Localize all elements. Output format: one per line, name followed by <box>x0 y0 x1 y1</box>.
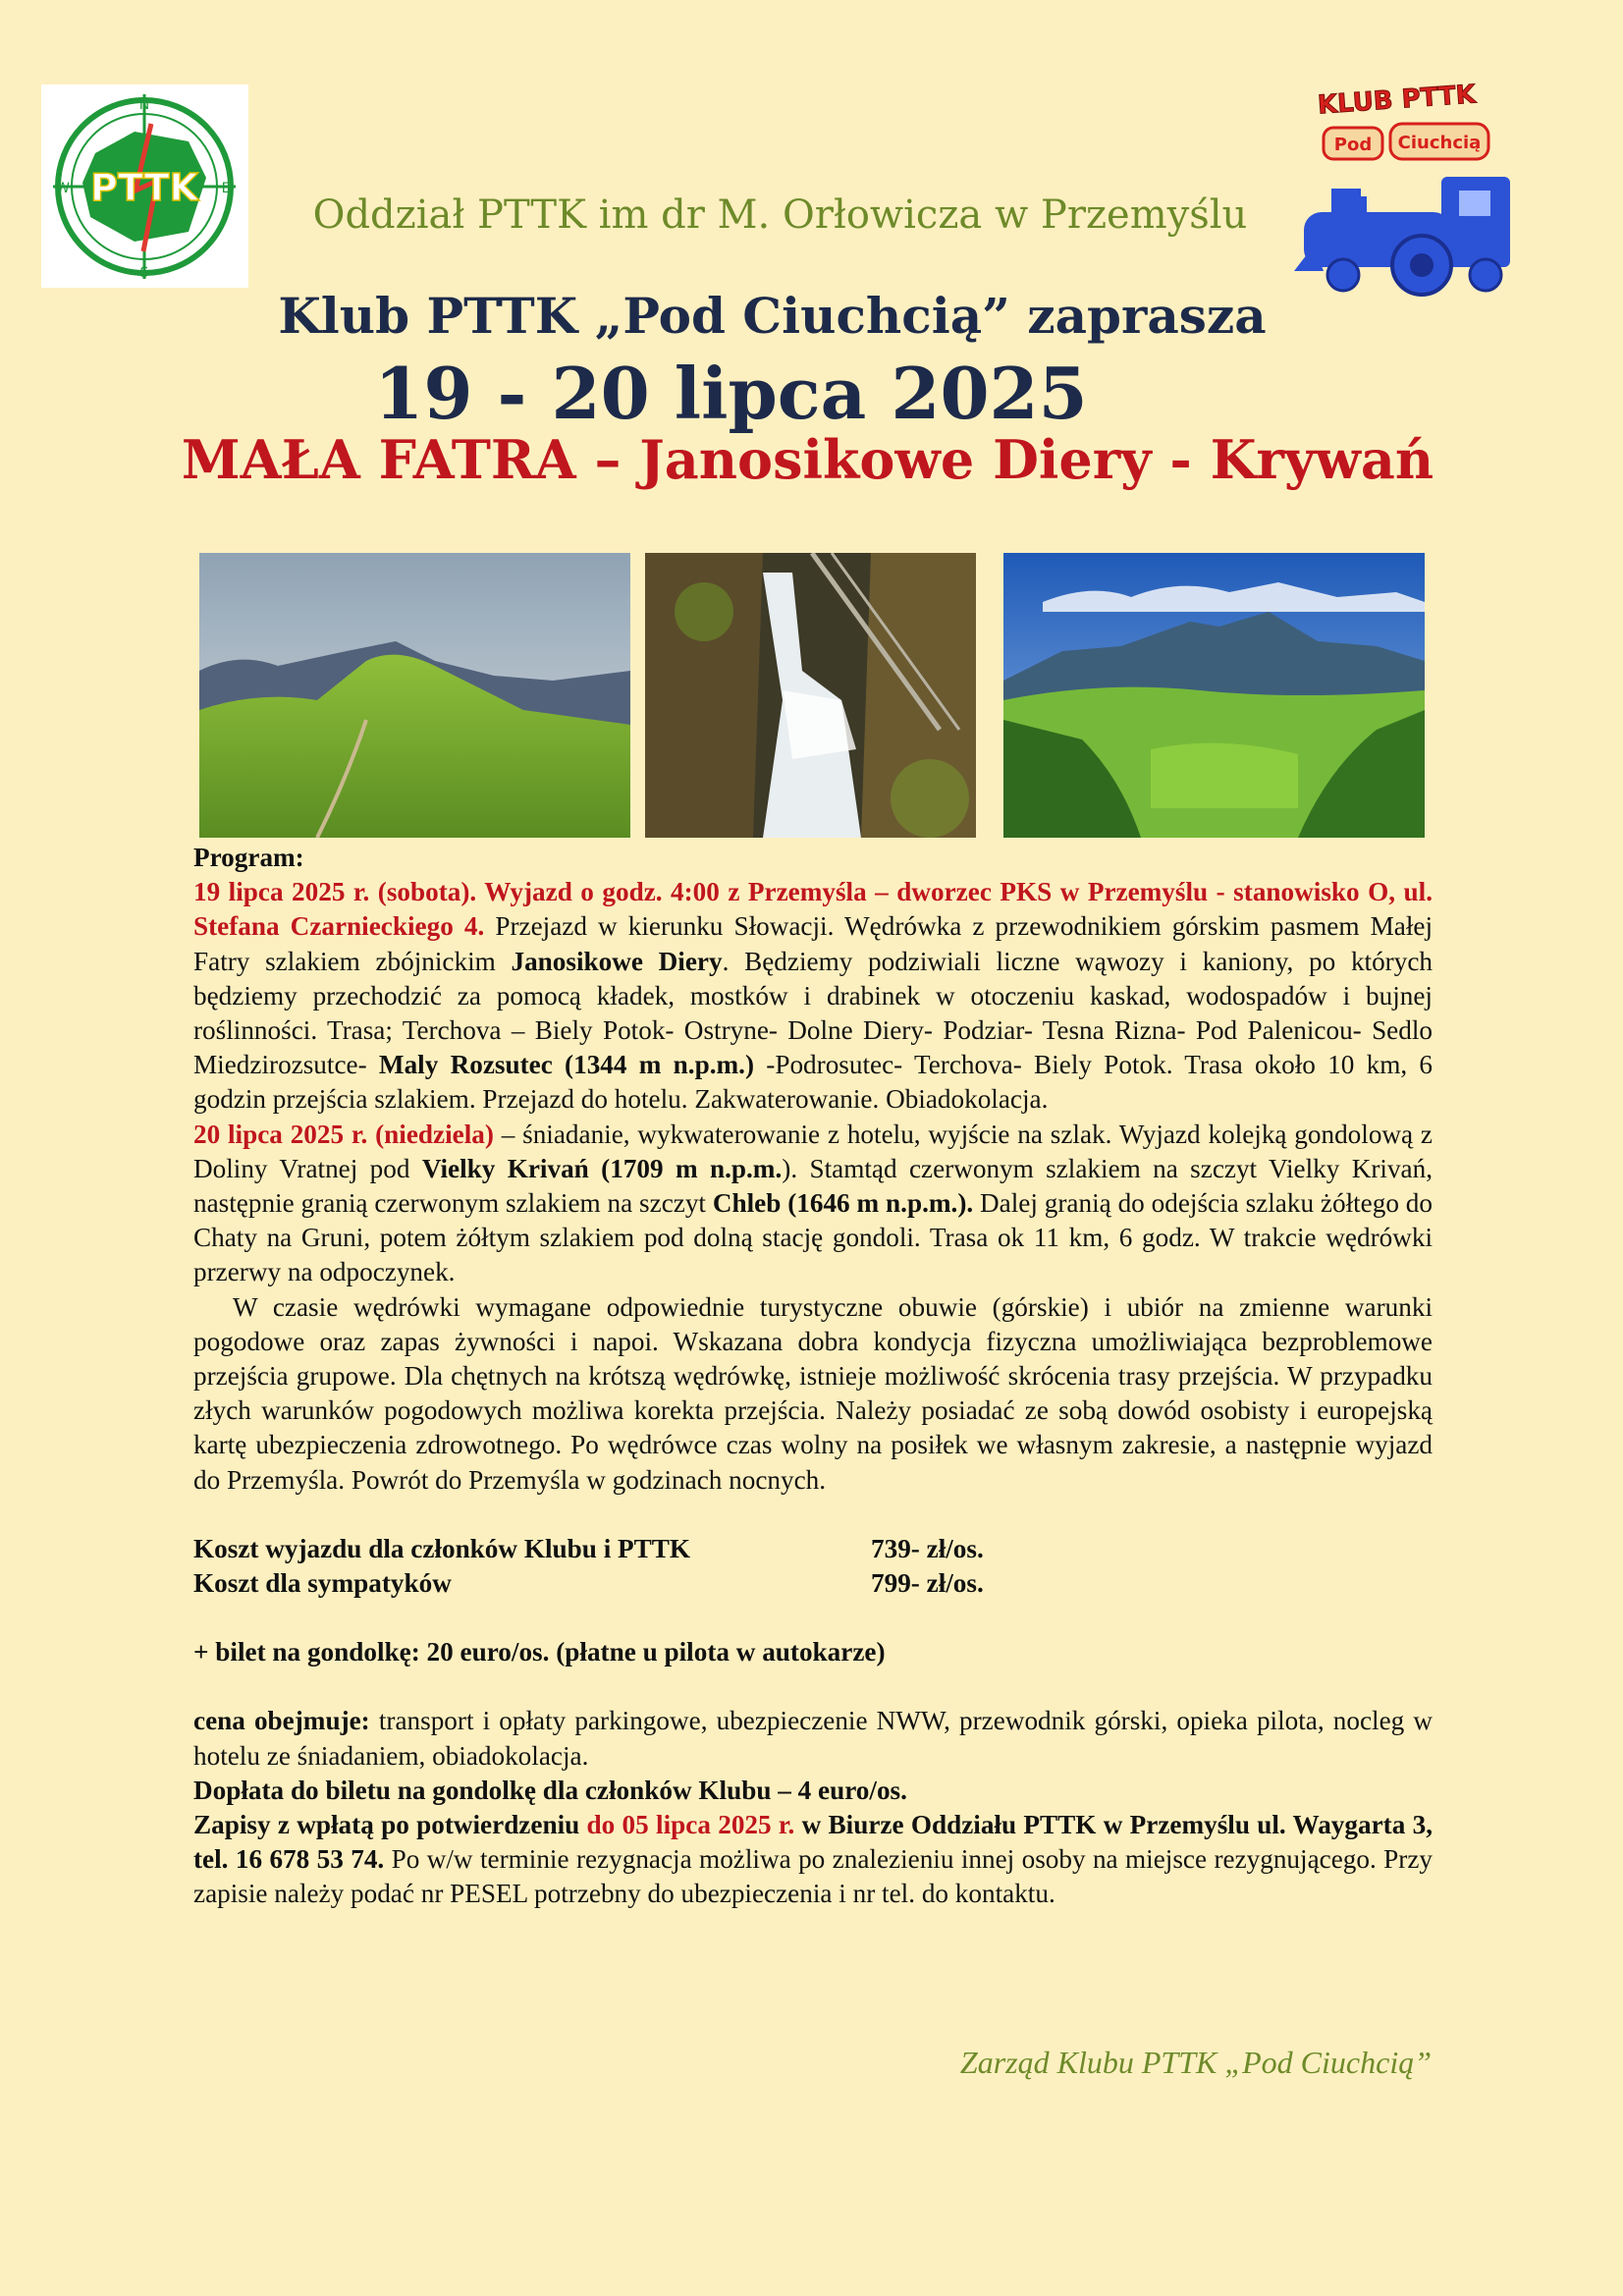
trip-notes: W czasie wędrówki wymagane odpowiednie turystyczne obuwie (górskie) i ubiór na zmienne warunki pogodowe oraz zapas żywności i napoi. Wskazana dobra kondycja fizyczna umożliwiająca bezproblemowe przejścia grupowe. Dla chętnych na krótszą wędrówkę, istnieje możliwość skrócenia trasy przejścia. W przypadku złych warunków pogodowych możliwa korekta przejścia. Należy posiadać ze sobą dowód osobisty i europejską kartę ubezpieczenia zdrowotnego. Po wędrówce czas wolny na posiłek we własnym zakresie, a następnie wyjazd do Przemyśla. Powrót do Przemyśla w godzinach nocnych. <box>193 1291 1433 1495</box>
trip-title: MAŁA FATRA – Janosikowe Diery - Krywań <box>181 428 1434 491</box>
signature: Zarząd Klubu PTTK „Pod Ciuchcią” <box>959 2045 1432 2080</box>
day1-description: 19 lipca 2025 r. (sobota). Wyjazd o godz. 4:00 z Przemyśla – dworzec PKS w Przemyślu - stanowisko O, ul. Stefana Czarnieckiego 4. Przejazd w kierunku Słowacji. Wędrówka z przewodnikiem górskim pasmem Małej Fatry szlakiem zbójnickim Janosikowe Diery. Będziemy podziwiali liczne wąwozy i kaniony, po których będziemy przechodzić za pomocą kładek, mostków i drabinek w otoczeniu kaskad, wodospadów i bujnej roślinności. Trasa; Terchova – Biely Potok- Ostryne- Dolne Diery- Podziar- Tesna Rizna- Pod Palenicou- Sedlo Miedzirozsutce- Maly Rozsutec (1344 m n.p.m.) -Podrosutec- Terchova- Biely Potok. Trasa około 10 km, 6 godzin przejścia szlakiem. Przejazd do hotelu. Zakwaterowanie. Obiadokolacja. <box>193 877 1434 1115</box>
svg-text:Ciuchcią: Ciuchcią <box>1397 133 1482 153</box>
mountain-valley-photo <box>1003 553 1425 838</box>
klub-ciuchcia-logo <box>1274 79 1530 304</box>
svg-text:W: W <box>56 181 70 196</box>
cost-row-sympathizers: Koszt dla sympatyków 799- zł/os. <box>193 1568 984 1599</box>
cost-row-members: Koszt wyjazdu dla członków Klubu i PTTK 739- zł/os. <box>193 1533 984 1563</box>
gondola-surcharge: Dopłata do biletu na gondolkę dla członków Klubu – 4 euro/os. <box>193 1775 907 1805</box>
day2-description: 20 lipca 2025 r. (niedziela) – śniadanie, wykwaterowanie z hotelu, wyjście na szlak. Wyjazd kolejką gondolową z Doliny Vratnej pod Vielky Krivań (1709 m n.p.m.). Stamtąd czerwonym szlakiem na szczyt Vielky Krivań, następnie granią czerwonym szlakiem na szczyt Chleb (1646 m n.p.m.). Dalej granią do odejścia szlaku żółtego do Chaty na Gruni, potem żółtym szlakiem pod dolną stację gondoli. Trasa ok 11 km, 6 godz. W trakcie wędrówki przerwy na odpoczynek. <box>193 1119 1434 1287</box>
svg-text:Pod: Pod <box>1333 135 1373 155</box>
club-invitation: Klub PTTK „Pod Ciuchcią” zaprasza <box>278 287 1267 345</box>
day1-departure: 19 lipca 2025 r. (sobota). Wyjazd o godz. 4:00 z Przemyśla – dworzec PKS w Przemyślu - stanowisko O, ul. Stefana Czarnieckiego 4. <box>193 877 1433 942</box>
svg-text:PTTK: PTTK <box>89 166 199 209</box>
price-includes: cena obejmuje: transport i opłaty parkingowe, ubezpieczenie NWW, przewodnik górski, opieka pilota, nocleg w hotelu ze śniadaniem, obiadokolacja. <box>193 1706 1433 1771</box>
waterfall-gorge-photo <box>645 553 976 838</box>
gondola-ticket-note: + bilet na gondolkę: 20 euro/os. (płatne u pilota w autokarze) <box>193 1637 886 1667</box>
signup-info: Zapisy z wpłatą po potwierdzeniu do 05 lipca 2025 r. w Biurze Oddziału PTTK w Przemyślu ul. Waygarta 3, tel. 16 678 53 74. Po w/w terminie rezygnacja możliwa po znalezieniu innej osoby na miejsce rezygnującego. Przy zapisie należy podać nr PESEL potrzebny do ubezpieczenia i nr tel. do kontaktu. <box>193 1810 1433 1909</box>
event-date: 19 - 20 lipca 2025 <box>374 352 1088 435</box>
svg-text:N: N <box>138 97 150 113</box>
program-content <box>193 841 1433 1912</box>
day2-date: 20 lipca 2025 r. (niedziela) <box>193 1119 494 1149</box>
branch-name: Oddział PTTK im dr M. Orłowicza w Przemyślu <box>312 192 1248 238</box>
svg-text:E: E <box>221 181 231 196</box>
svg-text:KLUB PTTK: KLUB PTTK <box>1317 80 1477 121</box>
pttk-logo <box>41 84 248 288</box>
program-heading: Program: <box>193 843 304 872</box>
mountain-ridge-photo <box>199 553 630 838</box>
svg-text:S: S <box>139 265 149 281</box>
signup-deadline: do 05 lipca 2025 r. <box>586 1810 795 1840</box>
